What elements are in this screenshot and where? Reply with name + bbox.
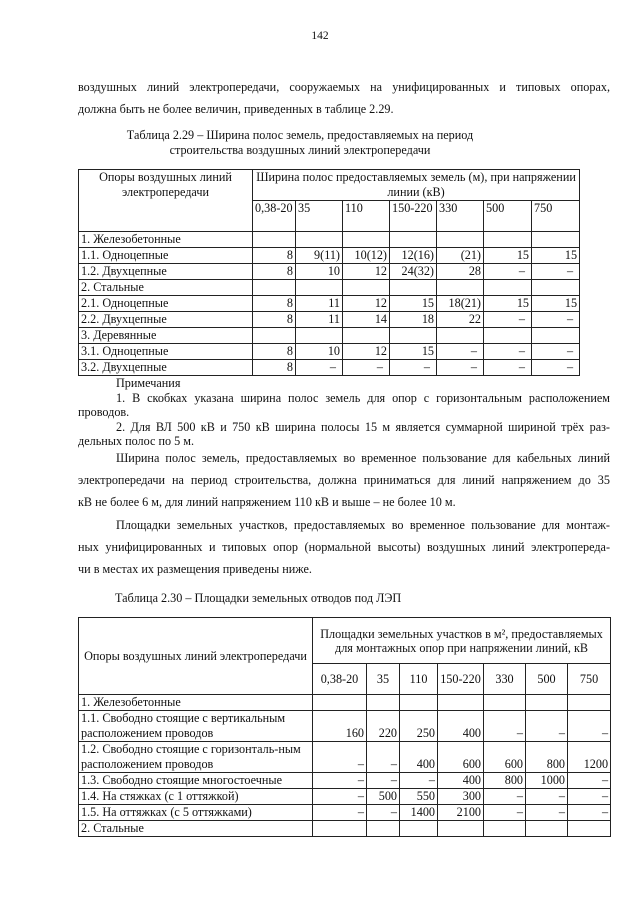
row-value: – [532, 344, 580, 360]
row-label: 1.1. Свободно стоящие с вертикальным расположением проводов [79, 711, 313, 742]
row-label: 1.3. Свободно стоящие многостоечные [79, 773, 313, 789]
table-row [79, 264, 580, 280]
header-area: Площадки земельных участков в м², предоставляемых для монтажных опор при напряжении линий, кВ [313, 618, 611, 664]
row-value: 15 [484, 296, 532, 312]
row-label: 1.4. На стяжках (с 1 оттяжкой) [79, 789, 313, 805]
page-number: 142 [311, 30, 329, 42]
row-value: 220 [367, 711, 400, 742]
voltage-header: 110 [343, 201, 390, 232]
row-value: 28 [437, 264, 484, 280]
row-value: – [532, 264, 580, 280]
row-value: 1000 [526, 773, 568, 789]
row-value [343, 232, 390, 248]
table-row [79, 695, 611, 711]
voltage-header: 330 [437, 201, 484, 232]
row-value: 24(32) [390, 264, 437, 280]
row-value: – [313, 742, 367, 773]
row-value [484, 232, 532, 248]
row-value: 300 [438, 789, 484, 805]
row-value: 500 [367, 789, 400, 805]
notes-title: Примечания [116, 376, 181, 390]
row-value [437, 232, 484, 248]
row-value [484, 695, 526, 711]
table-row [79, 360, 580, 376]
row-value: – [367, 742, 400, 773]
row-value: – [568, 711, 611, 742]
row-value [568, 821, 611, 837]
voltage-header: 35 [296, 201, 343, 232]
voltage-header: 0,38-20 [313, 664, 367, 695]
voltage-header: 750 [532, 201, 580, 232]
paragraph-line: электропередачи на период строительства, должна приниматься для линий напряжением до 35 [78, 473, 610, 487]
row-value [367, 695, 400, 711]
table-row [79, 711, 611, 742]
table-row [79, 742, 611, 773]
row-label: 2.1. Одноцепные [79, 296, 253, 312]
table-row [79, 805, 611, 821]
row-value: 22 [437, 312, 484, 328]
table-2-30-caption: Таблица 2.30 – Площадки земельных отводов под ЛЭП [115, 591, 402, 605]
row-value: 10 [296, 264, 343, 280]
paragraph-line: чи в местах их размещения приведены ниже. [78, 562, 312, 576]
row-value: 15 [532, 248, 580, 264]
row-value: 600 [438, 742, 484, 773]
row-value: 160 [313, 711, 367, 742]
note-1: 1. В скобках указана ширина полос земель для опор с горизонтальным расположением проводов. [78, 390, 610, 419]
row-value: 1200 [568, 742, 611, 773]
row-value [484, 328, 532, 344]
row-value [400, 821, 438, 837]
row-value: 800 [484, 773, 526, 789]
row-value: 400 [438, 711, 484, 742]
row-value: 8 [253, 248, 296, 264]
header-supports: Опоры воздушных линий электропередачи [79, 618, 313, 695]
paragraph-plots [78, 514, 610, 580]
row-value: 12 [343, 344, 390, 360]
note-2: 2. Для ВЛ 500 кВ и 750 кВ ширина полосы 15 м является суммарной шириной трёх раз-дельных полос по 5 м. [78, 419, 610, 448]
intro-line: должна быть не более величин, приведенных в таблице 2.29. [78, 102, 394, 116]
row-value: – [526, 789, 568, 805]
row-label: 1.2. Двухцепные [79, 264, 253, 280]
row-value: 11 [296, 296, 343, 312]
row-value [390, 232, 437, 248]
row-value: 15 [484, 248, 532, 264]
row-label: 2. Стальные [79, 821, 313, 837]
row-label: 3.2. Двухцепные [79, 360, 253, 376]
row-value [343, 280, 390, 296]
table-row [79, 248, 580, 264]
row-value: 400 [438, 773, 484, 789]
row-value: 1400 [400, 805, 438, 821]
table-row [79, 773, 611, 789]
row-value [437, 328, 484, 344]
row-value: 9(11) [296, 248, 343, 264]
row-value: (21) [437, 248, 484, 264]
caption-line: Таблица 2.29 – Ширина полос земель, предоставляемых на период [126, 128, 474, 142]
paragraph-line: Ширина полос земель, предоставляемых во временное пользование для кабельных линий [116, 451, 610, 465]
row-label: 3.1. Одноцепные [79, 344, 253, 360]
row-value: – [400, 773, 438, 789]
row-value [532, 328, 580, 344]
voltage-header: 330 [484, 664, 526, 695]
voltage-header: 0,38-20 [253, 201, 296, 232]
row-value [296, 232, 343, 248]
row-value: 15 [532, 296, 580, 312]
row-label: 1.2. Свободно стоящие с горизонталь-ным расположением проводов [79, 742, 313, 773]
table-row [79, 821, 611, 837]
row-value: – [484, 805, 526, 821]
row-value [313, 695, 367, 711]
row-label: 1.5. На оттяжках (с 5 оттяжками) [79, 805, 313, 821]
row-value: 600 [484, 742, 526, 773]
row-value [313, 821, 367, 837]
row-value [438, 695, 484, 711]
row-value [253, 328, 296, 344]
row-value: – [484, 264, 532, 280]
table-2-29-caption [100, 128, 500, 158]
voltage-header: 750 [568, 664, 611, 695]
row-value: 800 [526, 742, 568, 773]
table-row [79, 296, 580, 312]
row-value: 550 [400, 789, 438, 805]
intro-paragraph [78, 76, 610, 120]
row-value: 12 [343, 264, 390, 280]
table-row [79, 328, 580, 344]
row-value: 10(12) [343, 248, 390, 264]
row-value: 15 [390, 344, 437, 360]
row-value: – [568, 805, 611, 821]
row-value: – [313, 789, 367, 805]
intro-line: воздушных линий электропередачи, сооружаемых на унифицированных и типовых опорах, [78, 80, 610, 94]
row-value: – [367, 773, 400, 789]
row-value: 10 [296, 344, 343, 360]
notes [78, 376, 610, 449]
row-value [484, 280, 532, 296]
row-value: 18 [390, 312, 437, 328]
row-value: – [526, 805, 568, 821]
row-label: 1. Железобетонные [79, 232, 253, 248]
row-value: – [532, 312, 580, 328]
table-row [79, 280, 580, 296]
row-label: 1. Железобетонные [79, 695, 313, 711]
table-row [79, 232, 580, 248]
row-value: 250 [400, 711, 438, 742]
row-value [400, 695, 438, 711]
row-value: 8 [253, 344, 296, 360]
voltage-header: 150-220 [390, 201, 437, 232]
row-value: 12 [343, 296, 390, 312]
row-value: – [484, 344, 532, 360]
row-value [484, 821, 526, 837]
voltage-header: 500 [526, 664, 568, 695]
row-value [532, 232, 580, 248]
row-value: 400 [400, 742, 438, 773]
row-value: – [437, 344, 484, 360]
row-value [296, 328, 343, 344]
caption-line: строительства воздушных линий электропередачи [169, 143, 431, 157]
row-label: 1.1. Одноцепные [79, 248, 253, 264]
voltage-header: 150-220 [438, 664, 484, 695]
row-value: – [437, 360, 484, 376]
voltage-header: 110 [400, 664, 438, 695]
row-label: 2. Стальные [79, 280, 253, 296]
voltage-header: 35 [367, 664, 400, 695]
row-value [390, 280, 437, 296]
table-row [79, 312, 580, 328]
row-value: 11 [296, 312, 343, 328]
table-2-30 [78, 617, 611, 837]
row-label: 3. Деревянные [79, 328, 253, 344]
row-value [438, 821, 484, 837]
row-value: – [484, 360, 532, 376]
row-value: – [484, 789, 526, 805]
row-value: – [296, 360, 343, 376]
paragraph-line: кВ не более 6 м, для линий напряжением 110 кВ и выше – не более 10 м. [78, 495, 456, 509]
table-row [79, 344, 580, 360]
row-value: 12(16) [390, 248, 437, 264]
paragraph-line: ных унифицированных и типовых опор (нормальной высоты) воздушных линий электропереда- [78, 540, 610, 554]
header-supports: Опоры воздушных линий электропередачи [79, 170, 253, 232]
row-value: 15 [390, 296, 437, 312]
row-value: – [390, 360, 437, 376]
row-value: 18(21) [437, 296, 484, 312]
paragraph-cable-lines [78, 447, 610, 513]
row-value: – [484, 312, 532, 328]
row-value: – [367, 805, 400, 821]
row-value: – [343, 360, 390, 376]
row-value [343, 328, 390, 344]
row-value [367, 821, 400, 837]
row-value [526, 821, 568, 837]
table-2-29 [78, 169, 580, 376]
row-value [526, 695, 568, 711]
row-value [390, 328, 437, 344]
paragraph-line: Площадки земельных участков, предоставляемых во временное пользование для монтаж- [116, 518, 610, 532]
row-value: – [526, 711, 568, 742]
row-value: – [568, 773, 611, 789]
row-value [532, 280, 580, 296]
row-value: – [313, 773, 367, 789]
row-value: 8 [253, 264, 296, 280]
row-value [296, 280, 343, 296]
table-row [79, 789, 611, 805]
row-label: 2.2. Двухцепные [79, 312, 253, 328]
row-value: – [568, 789, 611, 805]
row-value: – [532, 360, 580, 376]
row-value: – [484, 711, 526, 742]
row-value: – [313, 805, 367, 821]
row-value [437, 280, 484, 296]
voltage-header: 500 [484, 201, 532, 232]
row-value: 14 [343, 312, 390, 328]
row-value: 8 [253, 312, 296, 328]
row-value [253, 280, 296, 296]
row-value [253, 232, 296, 248]
row-value: 8 [253, 360, 296, 376]
row-value: 8 [253, 296, 296, 312]
row-value [568, 695, 611, 711]
row-value: 2100 [438, 805, 484, 821]
header-width: Ширина полос предоставляемых земель (м), при напряжении линии (кВ) [253, 170, 580, 201]
